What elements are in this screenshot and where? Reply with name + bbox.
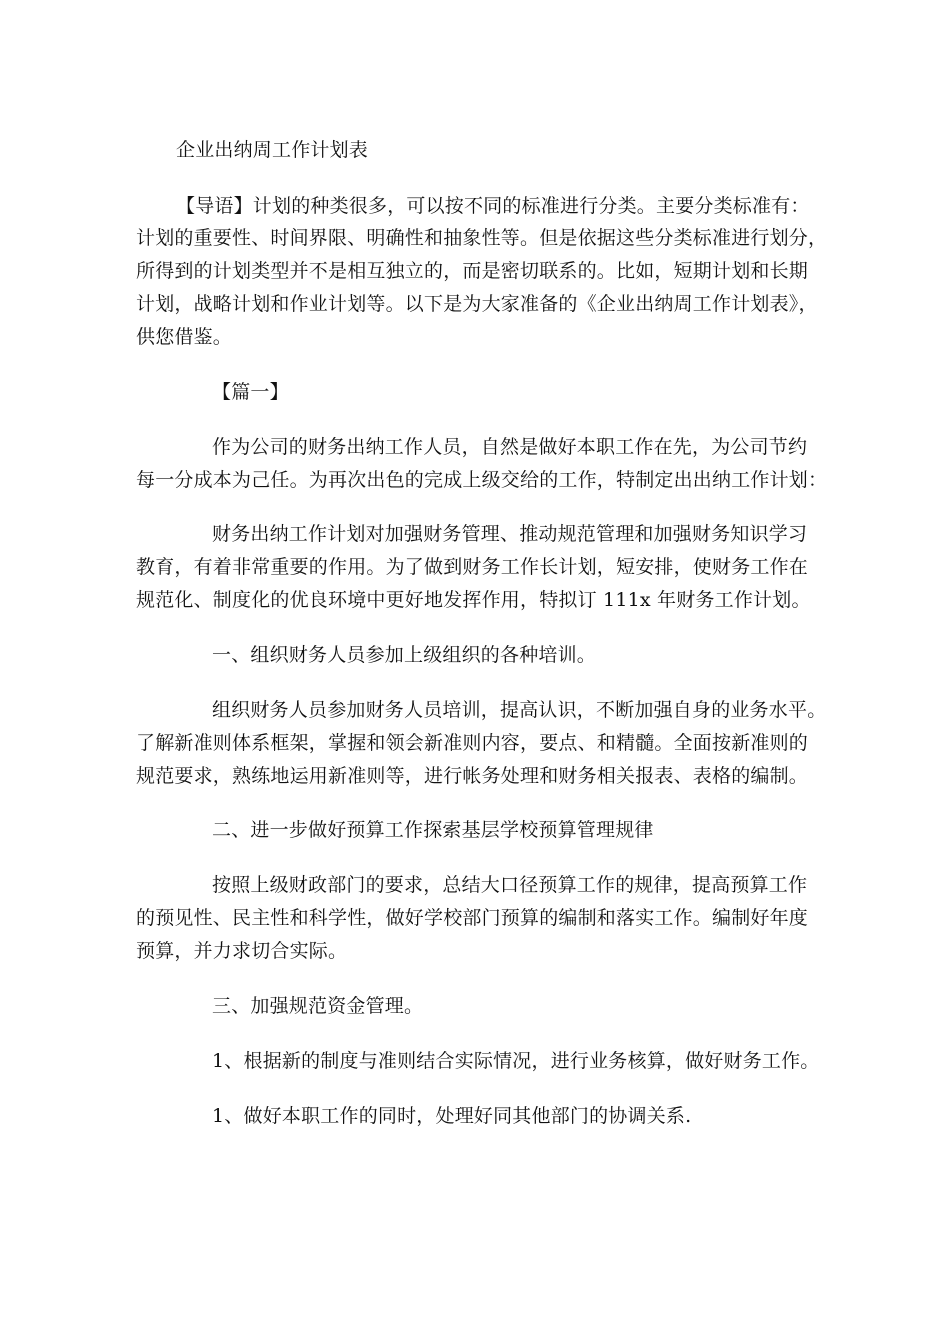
- item-1-body-line-2: 了解新准则体系框架，掌握和领会新准则内容，要点、和精髓。全面按新准则的: [136, 732, 809, 754]
- item-3-heading: 三、加强规范资金管理。: [212, 995, 424, 1017]
- paragraph-2-line-3: 规范化、制度化的优良环境中更好地发挥作用，特拟订 111x 年财务工作计划。: [136, 589, 811, 611]
- intro-line-1: 【导语】计划的种类很多，可以按不同的标准进行分类。主要分类标准有：: [176, 195, 810, 217]
- item-3-sub-1: 1、根据新的制度与准则结合实际情况，进行业务核算，做好财务工作。: [212, 1050, 820, 1072]
- intro-line-4: 计划，战略计划和作业计划等。以下是为大家准备的《企业出纳周工作计划表》，: [136, 293, 818, 315]
- item-2-heading: 二、进一步做好预算工作探索基层学校预算管理规律: [212, 819, 654, 841]
- item-2-body-line-3: 预算，并力求切合实际。: [136, 940, 348, 962]
- intro-line-3: 所得到的计划类型并不是相互独立的，而是密切联系的。比如，短期计划和长期: [136, 260, 809, 282]
- item-2-body-line-2: 的预见性、民主性和科学性，做好学校部门预算的编制和落实工作。编制好年度: [136, 907, 809, 929]
- item-3-sub-2: 1、做好本职工作的同时，处理好同其他部门的协调关系.: [212, 1105, 692, 1127]
- intro-line-5: 供您借鉴。: [136, 326, 233, 348]
- item-1-heading: 一、组织财务人员参加上级组织的各种培训。: [212, 644, 597, 666]
- intro-line-2: 计划的重要性、时间界限、明确性和抽象性等。但是依据这些分类标准进行划分，: [136, 227, 828, 249]
- item-2-body-line-1: 按照上级财政部门的要求，总结大口径预算工作的规律，提高预算工作: [212, 874, 808, 896]
- item-1-body-line-1: 组织财务人员参加财务人员培训，提高认识，不断加强自身的业务水平。: [212, 699, 827, 721]
- document-title: 企业出纳周工作计划表: [176, 139, 369, 161]
- section-heading: 【篇一】: [212, 381, 289, 403]
- item-1-body-line-3: 规范要求，熟练地运用新准则等，进行帐务处理和财务相关报表、表格的编制。: [136, 765, 809, 787]
- paragraph-2-line-1: 财务出纳工作计划对加强财务管理、推动规范管理和加强财务知识学习: [212, 523, 808, 545]
- paragraph-2-line-2: 教育，有着非常重要的作用。为了做到财务工作长计划，短安排，使财务工作在: [136, 556, 809, 578]
- paragraph-1-line-1: 作为公司的财务出纳工作人员，自然是做好本职工作在先，为公司节约: [212, 436, 808, 458]
- paragraph-1-line-2: 每一分成本为己任。为再次出色的完成上级交给的工作，特制定出出纳工作计划：: [136, 469, 828, 491]
